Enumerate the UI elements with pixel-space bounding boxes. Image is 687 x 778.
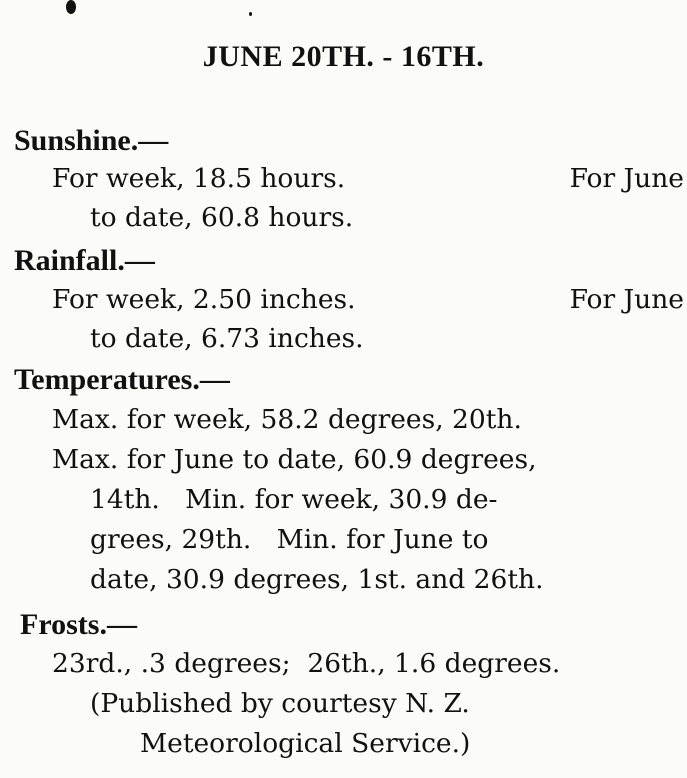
temperatures-line-3: 14th. Min. for week, 30.9 de-	[90, 484, 498, 515]
frosts-heading: Frosts.—	[20, 608, 137, 641]
rainfall-line-1	[52, 282, 684, 318]
page-title: JUNE 20TH. - 16TH.	[202, 40, 485, 73]
rainfall-week: For week, 2.50 inches.	[52, 284, 356, 315]
sunshine-heading: Sunshine.—	[14, 124, 169, 157]
temperatures-line-4: grees, 29th. Min. for June to	[90, 524, 489, 555]
credit-line-2: Meteorological Service.)	[140, 728, 471, 759]
temperatures-heading: Temperatures.—	[14, 363, 230, 396]
rainfall-heading: Rainfall.—	[14, 244, 155, 277]
rainfall-june-label: For June	[569, 284, 684, 315]
frosts-line-1: 23rd., .3 degrees; 26th., 1.6 degrees.	[52, 648, 561, 679]
temperatures-line-1: Max. for week, 58.2 degrees, 20th.	[52, 404, 522, 435]
ink-speck	[66, 0, 76, 14]
ink-speck	[249, 12, 252, 16]
sunshine-line-1	[52, 161, 684, 197]
temperatures-line-2: Max. for June to date, 60.9 degrees,	[52, 444, 537, 475]
sunshine-week: For week, 18.5 hours.	[52, 163, 346, 194]
credit-line-1: (Published by courtesy N. Z.	[90, 688, 470, 719]
sunshine-june-label: For June	[569, 163, 684, 194]
rainfall-line-2: to date, 6.73 inches.	[90, 323, 364, 354]
temperatures-line-5: date, 30.9 degrees, 1st. and 26th.	[90, 564, 544, 595]
sunshine-line-2: to date, 60.8 hours.	[90, 202, 354, 233]
